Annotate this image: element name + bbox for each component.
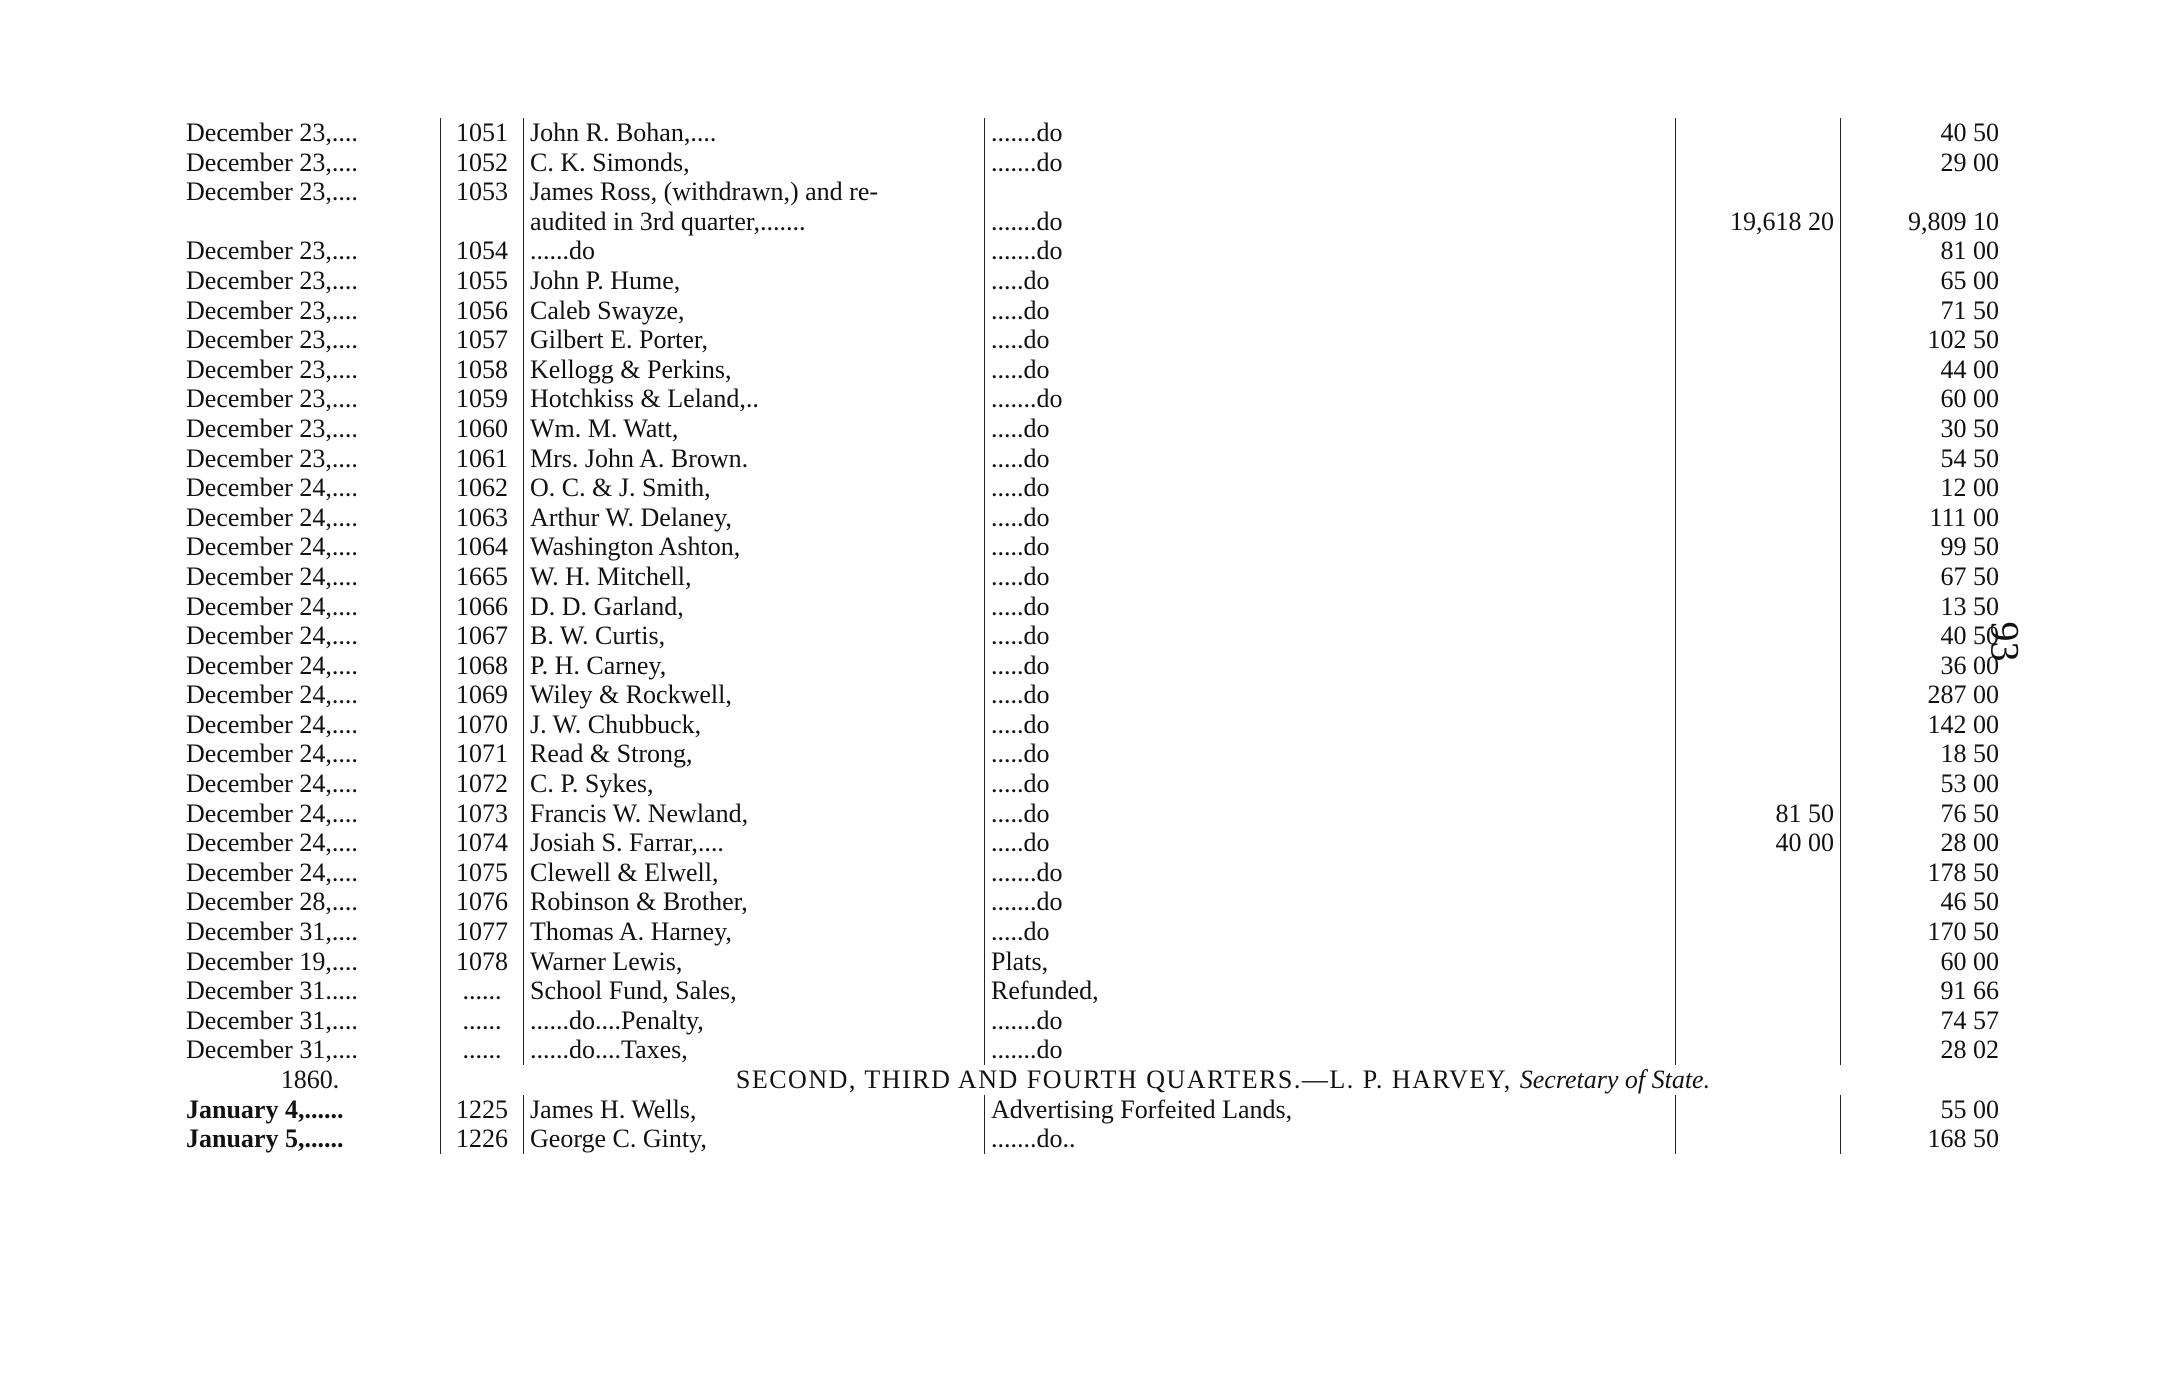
entry-date: December 23,....	[186, 147, 358, 177]
amount-column-1	[1676, 177, 1841, 207]
amount-column-1	[1676, 118, 1841, 148]
payment-description: .....do	[985, 266, 1676, 296]
amount-column-2: 74 57	[1940, 1005, 1999, 1035]
amount-column-1	[1676, 325, 1841, 355]
amount-column-2: 46 50	[1940, 887, 1999, 917]
payment-description: .....do	[985, 769, 1676, 799]
payee-name: C. K. Simonds,	[524, 148, 985, 178]
payee-name: Clewell & Elwell,	[524, 858, 985, 888]
payee-name: Caleb Swayze,	[524, 296, 985, 326]
amount-column-1	[1676, 917, 1841, 947]
amount-column-1	[1676, 473, 1841, 503]
table-row	[180, 799, 2005, 829]
warrant-number: 1076	[441, 887, 524, 917]
warrant-number: 1056	[441, 296, 524, 326]
warrant-number: 1058	[441, 355, 524, 385]
table-row	[180, 917, 2005, 947]
table-row	[180, 177, 2005, 207]
amount-column-2: 54 50	[1940, 443, 1999, 473]
table-row	[180, 148, 2005, 178]
amount-column-2	[1841, 177, 2006, 207]
payee-name: James H. Wells,	[524, 1095, 985, 1125]
amount-column-1	[1676, 976, 1841, 1006]
warrant-number: 1226	[441, 1124, 524, 1154]
warrant-number: 1053	[441, 177, 524, 207]
payee-name: Robinson & Brother,	[524, 887, 985, 917]
warrant-number: 1225	[441, 1095, 524, 1125]
entry-date: December 24,....	[186, 680, 358, 710]
payee-name: ......do	[524, 236, 985, 266]
amount-column-2: 53 00	[1940, 769, 1999, 799]
amount-column-2: 142 00	[1927, 709, 1999, 739]
section-heading	[441, 1065, 2006, 1095]
amount-column-2: 40 50	[1940, 118, 1999, 147]
payment-description: .....do	[985, 621, 1676, 651]
payee-name: Warner Lewis,	[524, 947, 985, 977]
entry-date: December 23,....	[186, 325, 358, 355]
amount-column-1	[1676, 532, 1841, 562]
amount-column-1	[1676, 1095, 1841, 1125]
amount-column-1	[1676, 651, 1841, 681]
table-row	[180, 1095, 2005, 1125]
warrant-number: 1060	[441, 414, 524, 444]
table-row	[180, 1035, 2005, 1065]
payee-name: W. H. Mitchell,	[524, 562, 985, 592]
amount-column-2: 36 00	[1940, 650, 1999, 680]
entry-date: December 23,....	[186, 384, 358, 414]
warrant-number: 1061	[441, 444, 524, 474]
payee-name: ......do....Penalty,	[524, 1006, 985, 1036]
warrant-number: 1071	[441, 739, 524, 769]
amount-column-1	[1676, 444, 1841, 474]
table-row	[180, 207, 2005, 237]
payment-description: .....do	[985, 325, 1676, 355]
entry-date: December 23,....	[186, 354, 358, 384]
table-row	[180, 769, 2005, 799]
amount-column-2: 12 00	[1940, 473, 1999, 503]
amount-column-2: 81 00	[1940, 236, 1999, 266]
amount-column-2: 55 00	[1940, 1094, 1999, 1124]
table-row	[180, 1124, 2005, 1154]
amount-column-1: 40 00	[1676, 828, 1841, 858]
amount-column-1	[1676, 266, 1841, 296]
table-row	[180, 266, 2005, 296]
payee-name: ......do....Taxes,	[524, 1035, 985, 1065]
warrant-number: 1072	[441, 769, 524, 799]
payee-name: George C. Ginty,	[524, 1124, 985, 1154]
warrant-number: 1069	[441, 680, 524, 710]
amount-column-2: 40 50	[1940, 621, 1999, 651]
entry-date: December 24,....	[186, 709, 358, 739]
entry-date: December 19,....	[186, 946, 358, 976]
entry-date: December 23,....	[186, 236, 358, 266]
amount-column-2: 91 66	[1940, 976, 1999, 1006]
entry-date: December 24,....	[186, 621, 358, 651]
amount-column-1	[1676, 887, 1841, 917]
warrant-number: 1070	[441, 710, 524, 740]
amount-column-2: 28 02	[1940, 1035, 1999, 1065]
payment-description: .....do	[985, 414, 1676, 444]
payment-description: .....do	[985, 562, 1676, 592]
table-row	[180, 710, 2005, 740]
amount-column-2: 102 50	[1927, 325, 1999, 355]
payment-description: .......do	[985, 207, 1676, 237]
payee-name: Read & Strong,	[524, 739, 985, 769]
payee-name: Mrs. John A. Brown.	[524, 444, 985, 474]
payee-name: John R. Bohan,....	[524, 118, 985, 148]
entry-date: December 24,....	[186, 798, 358, 828]
amount-column-2: 65 00	[1940, 265, 1999, 295]
warrant-number: 1051	[441, 118, 524, 148]
table-row	[180, 532, 2005, 562]
amount-column-2: 67 50	[1940, 561, 1999, 591]
entry-date: December 24,....	[186, 561, 358, 591]
payee-name: Washington Ashton,	[524, 532, 985, 562]
warrant-number: 1068	[441, 651, 524, 681]
amount-column-1: 19,618 20	[1676, 207, 1841, 237]
payee-name: Arthur W. Delaney,	[524, 503, 985, 533]
entry-date: December 31,....	[186, 917, 358, 947]
entry-date: December 23,....	[186, 118, 358, 147]
entry-date: December 31.....	[186, 976, 358, 1006]
amount-column-1	[1676, 592, 1841, 622]
payee-name: C. P. Sykes,	[524, 769, 985, 799]
payment-description: .......do	[985, 1006, 1676, 1036]
warrant-number: 1062	[441, 473, 524, 503]
amount-column-1	[1676, 503, 1841, 533]
amount-column-1	[1676, 296, 1841, 326]
entry-date: December 23,....	[186, 177, 358, 207]
warrant-number: 1665	[441, 562, 524, 592]
amount-column-1	[1676, 414, 1841, 444]
entry-date	[180, 207, 441, 237]
payee-name: Kellogg & Perkins,	[524, 355, 985, 385]
entry-date: December 23,....	[186, 265, 358, 295]
table-row	[180, 947, 2005, 977]
table-row	[180, 976, 2005, 1006]
payment-description: .....do	[985, 503, 1676, 533]
payment-description: .....do	[985, 444, 1676, 474]
amount-column-1	[1676, 858, 1841, 888]
section-heading-italic: Secretary of State.	[1519, 1065, 1711, 1094]
table-row	[180, 414, 2005, 444]
amount-column-2: 178 50	[1927, 857, 1999, 887]
warrant-number: 1073	[441, 799, 524, 829]
payment-description: .....do	[985, 710, 1676, 740]
table-row	[180, 325, 2005, 355]
payment-description: .......do	[985, 148, 1676, 178]
payee-name: Wiley & Rockwell,	[524, 680, 985, 710]
table-row	[180, 1006, 2005, 1036]
warrant-number: 1075	[441, 858, 524, 888]
payee-name: P. H. Carney,	[524, 651, 985, 681]
table-row	[180, 621, 2005, 651]
payee-name: James Ross, (withdrawn,) and re-	[524, 177, 985, 207]
payee-name: Hotchkiss & Leland,..	[524, 384, 985, 414]
table-row	[180, 680, 2005, 710]
amount-column-2: 18 50	[1940, 739, 1999, 769]
warrant-number: ......	[441, 976, 524, 1006]
payment-description	[985, 177, 1676, 207]
payment-description: .......do	[985, 858, 1676, 888]
payee-name: audited in 3rd quarter,.......	[524, 207, 985, 237]
amount-column-2: 287 00	[1927, 680, 1999, 710]
payment-description: .......do	[985, 887, 1676, 917]
entry-date: December 24,....	[186, 857, 358, 887]
amount-column-2: 111 00	[1929, 502, 1999, 532]
amount-column-2: 29 00	[1940, 147, 1999, 177]
section-heading-text: SECOND, THIRD AND FOURTH QUARTERS.—L. P. HARVEY,	[735, 1065, 1512, 1094]
warrant-number: 1077	[441, 917, 524, 947]
entry-date: December 24,....	[186, 828, 358, 858]
payment-description: .......do	[985, 118, 1676, 148]
entry-date: December 24,....	[186, 532, 358, 562]
entry-date: December 23,....	[186, 443, 358, 473]
amount-column-1	[1676, 621, 1841, 651]
payment-description: .....do	[985, 473, 1676, 503]
ledger-body-1860	[180, 1095, 2005, 1154]
payment-description: .....do	[985, 680, 1676, 710]
payee-name: J. W. Chubbuck,	[524, 710, 985, 740]
payee-name: Francis W. Newland,	[524, 799, 985, 829]
amount-column-2: 9,809 10	[1908, 206, 1999, 236]
payment-description: .......do..	[985, 1124, 1676, 1154]
amount-column-2: 76 50	[1940, 798, 1999, 828]
warrant-number	[441, 207, 524, 237]
entry-date: December 23,....	[186, 295, 358, 325]
warrant-number: 1057	[441, 325, 524, 355]
warrant-number: ......	[441, 1006, 524, 1036]
payee-name: Gilbert E. Porter,	[524, 325, 985, 355]
entry-date: January 4,......	[186, 1094, 344, 1124]
amount-column-2: 28 00	[1940, 828, 1999, 858]
table-row	[180, 739, 2005, 769]
warrant-number: 1055	[441, 266, 524, 296]
payment-description: .....do	[985, 739, 1676, 769]
payee-name: School Fund, Sales,	[524, 976, 985, 1006]
entry-date: January 5,......	[186, 1124, 344, 1154]
warrant-number: 1067	[441, 621, 524, 651]
payee-name: B. W. Curtis,	[524, 621, 985, 651]
payment-description: .....do	[985, 828, 1676, 858]
entry-date: December 24,....	[186, 650, 358, 680]
payment-description: Refunded,	[985, 976, 1676, 1006]
warrant-number: 1064	[441, 532, 524, 562]
warrant-number: 1052	[441, 148, 524, 178]
warrant-number: 1059	[441, 384, 524, 414]
payee-name: D. D. Garland,	[524, 592, 985, 622]
entry-date: December 24,....	[186, 591, 358, 621]
payment-description: .....do	[985, 592, 1676, 622]
table-row	[180, 651, 2005, 681]
payment-description: Plats,	[985, 947, 1676, 977]
table-row	[180, 118, 2005, 148]
payment-description: .......do	[985, 1035, 1676, 1065]
amount-column-2: 44 00	[1940, 354, 1999, 384]
amount-column-1	[1676, 769, 1841, 799]
table-row	[180, 444, 2005, 474]
payment-description: Advertising Forfeited Lands,	[985, 1095, 1676, 1125]
ledger-body-1859	[180, 118, 2005, 1065]
amount-column-1	[1676, 739, 1841, 769]
entry-date: December 28,....	[186, 887, 358, 917]
entry-date: December 24,....	[186, 473, 358, 503]
amount-column-1: 81 50	[1676, 799, 1841, 829]
table-row	[180, 473, 2005, 503]
amount-column-1	[1676, 148, 1841, 178]
table-row	[180, 858, 2005, 888]
table-row	[180, 503, 2005, 533]
warrant-number: ......	[441, 1035, 524, 1065]
payee-name: Josiah S. Farrar,....	[524, 828, 985, 858]
warrant-number: 1063	[441, 503, 524, 533]
amount-column-1	[1676, 680, 1841, 710]
table-row	[180, 355, 2005, 385]
section-year: 1860.	[280, 1065, 340, 1094]
entry-date: December 24,....	[186, 769, 358, 799]
amount-column-2: 71 50	[1940, 295, 1999, 325]
amount-column-1	[1676, 562, 1841, 592]
payment-description: .......do	[985, 236, 1676, 266]
amount-column-1	[1676, 236, 1841, 266]
amount-column-2: 13 50	[1940, 591, 1999, 621]
amount-column-2: 60 00	[1940, 384, 1999, 414]
amount-column-2: 168 50	[1927, 1124, 1999, 1154]
payee-name: John P. Hume,	[524, 266, 985, 296]
table-row	[180, 828, 2005, 858]
entry-date: December 31,....	[186, 1035, 358, 1065]
amount-column-2: 60 00	[1940, 946, 1999, 976]
entry-date: December 24,....	[186, 502, 358, 532]
amount-column-1	[1676, 1124, 1841, 1154]
payment-description: .....do	[985, 799, 1676, 829]
payee-name: Wm. M. Watt,	[524, 414, 985, 444]
payment-description: .....do	[985, 651, 1676, 681]
amount-column-2: 99 50	[1940, 532, 1999, 562]
payment-description: .....do	[985, 355, 1676, 385]
amount-column-2: 30 50	[1940, 413, 1999, 443]
table-row	[180, 296, 2005, 326]
table-row	[180, 236, 2005, 266]
warrant-number: 1078	[441, 947, 524, 977]
amount-column-1	[1676, 1006, 1841, 1036]
amount-column-1	[1676, 947, 1841, 977]
payment-description: .......do	[985, 384, 1676, 414]
amount-column-1	[1676, 384, 1841, 414]
entry-date: December 24,....	[186, 739, 358, 769]
table-row	[180, 562, 2005, 592]
payment-description: .....do	[985, 532, 1676, 562]
amount-column-2: 170 50	[1927, 917, 1999, 947]
warrant-number: 1054	[441, 236, 524, 266]
payment-description: .....do	[985, 917, 1676, 947]
ledger-table	[180, 118, 2005, 1154]
warrant-number: 1066	[441, 592, 524, 622]
table-row	[180, 887, 2005, 917]
payee-name: Thomas A. Harney,	[524, 917, 985, 947]
payee-name: O. C. & J. Smith,	[524, 473, 985, 503]
amount-column-1	[1676, 710, 1841, 740]
entry-date: December 31,....	[186, 1005, 358, 1035]
table-row	[180, 384, 2005, 414]
table-row	[180, 592, 2005, 622]
amount-column-1	[1676, 355, 1841, 385]
entry-date: December 23,....	[186, 413, 358, 443]
section-heading-row	[180, 1065, 2005, 1095]
amount-column-1	[1676, 1035, 1841, 1065]
payment-description: .....do	[985, 296, 1676, 326]
page-number: 93	[1982, 621, 2028, 662]
warrant-number: 1074	[441, 828, 524, 858]
